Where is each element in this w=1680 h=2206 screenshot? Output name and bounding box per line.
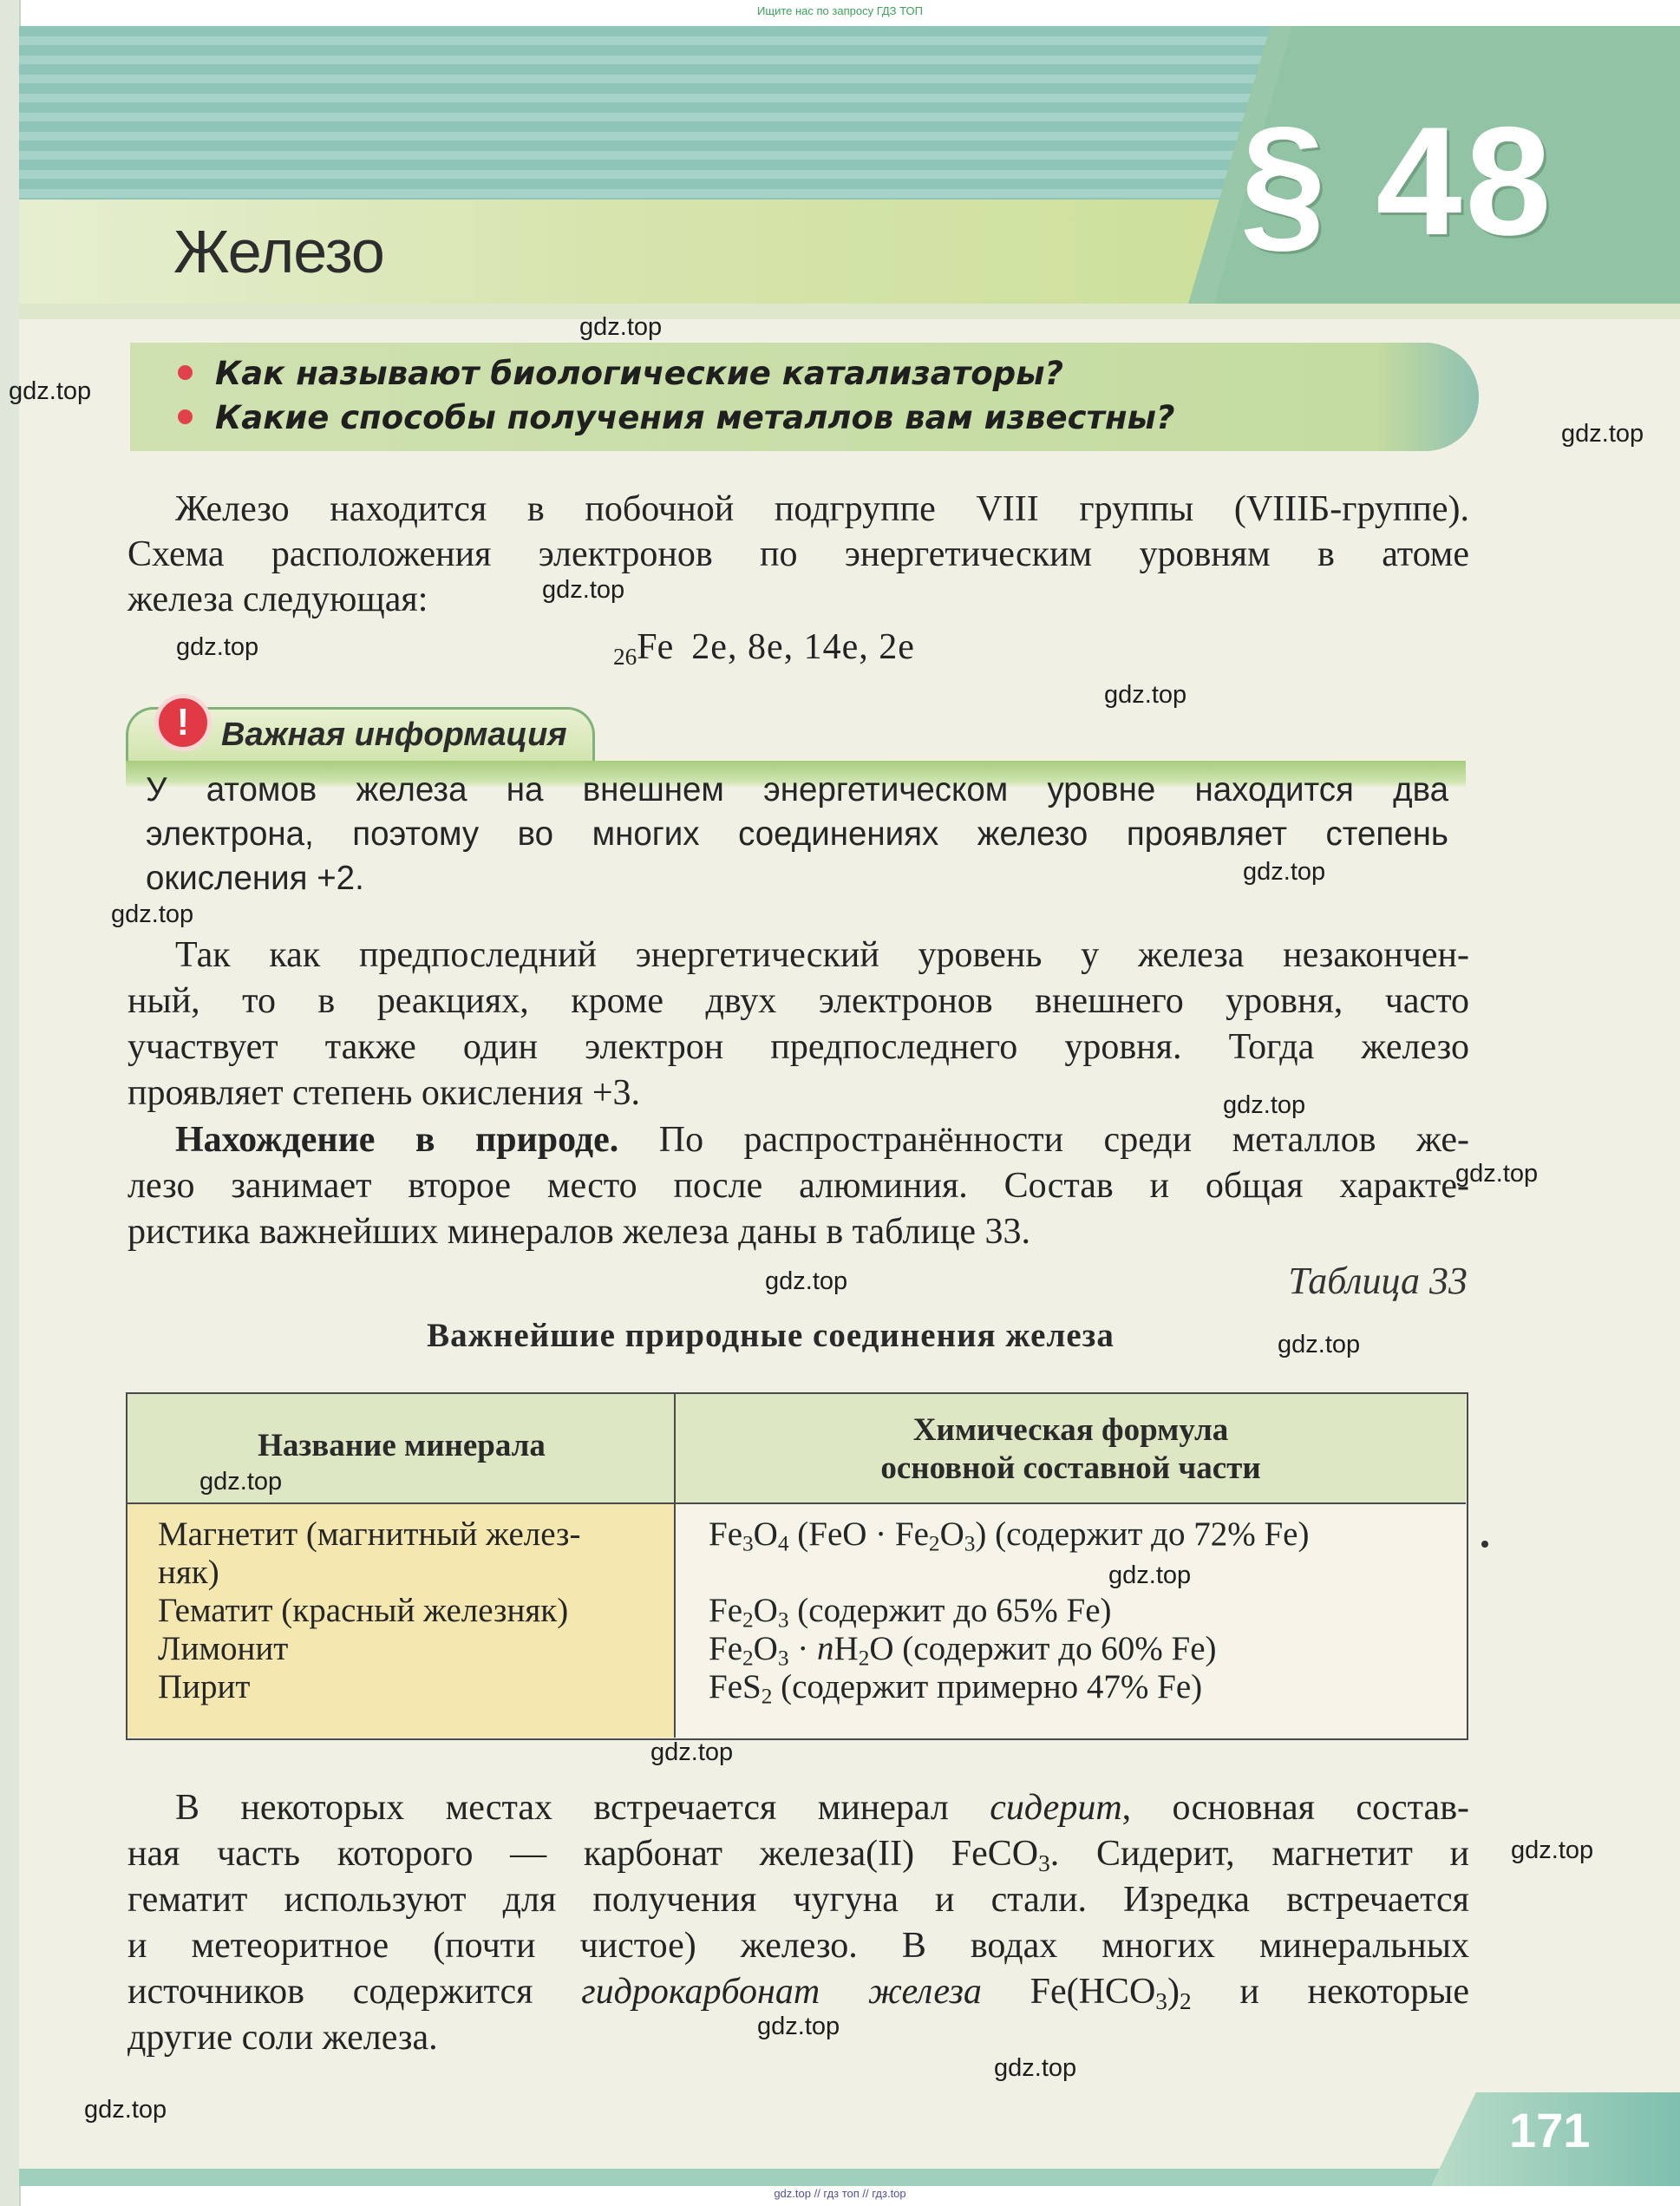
table-header-right (676, 1394, 1466, 1504)
para4-text: ная часть которого — карбонат железа(II) FeCO (127, 1834, 1039, 1874)
mineral-name: Магнетит (магнитный желез- (158, 1515, 581, 1553)
para4-text: . Сидерит, магнетит и (1049, 1834, 1469, 1874)
watermark: gdz.top (9, 377, 92, 405)
para4-line-4: и метеоритное (почти чистое) железо. В водах многих минеральных (127, 1926, 1469, 1966)
subscript: 3 (1038, 1849, 1050, 1876)
para4-text: , основная состав- (1121, 1788, 1470, 1828)
para4-text: источников содержится (127, 1972, 533, 2012)
page-number: 171 (1509, 2103, 1591, 2157)
para3-line-2: лезо занимает второе место после алюминия. Состав и общая характе- (127, 1166, 1469, 1206)
formula-note: (содержит до 60% Fe) (902, 1630, 1217, 1667)
watermark: gdz.top (1243, 858, 1326, 886)
watermark: gdz.top (84, 2096, 167, 2124)
important-title: Важная информация (221, 717, 567, 753)
top-banner[interactable]: Ищите нас по запросу ГДЗ ТОП (757, 4, 923, 17)
para4-line-1 (127, 1785, 1469, 1831)
subscript: 3 (1155, 1987, 1167, 2014)
formula-note: (содержит до 72% Fe) (995, 1515, 1310, 1553)
page-title: Железо (173, 218, 384, 285)
bullet-icon (178, 365, 193, 380)
para4-text: В некоторых местах встречается минерал (175, 1788, 949, 1828)
watermark: gdz.top (176, 633, 259, 661)
header-shade (19, 304, 1680, 319)
important-line-1: У атомов железа на внешнем энергетическом уровне находится два (146, 771, 1448, 808)
para2-line-4: проявляет степень окисления +3. (127, 1073, 641, 1113)
exclamation-icon: ! (154, 694, 212, 751)
mineral-names-cell (127, 1504, 676, 1738)
atomic-number: 26 (613, 643, 637, 670)
intro-line-2: Схема расположения электронов по энергетическим уровням в атоме (127, 534, 1469, 574)
table-caption: Таблица 33 (1288, 1260, 1468, 1302)
para3-line-1-rest: По распространённости среди металлов же- (658, 1120, 1469, 1160)
page-left-edge (0, 0, 21, 2206)
para2-line-2: ный, то в реакциях, кроме двух электронов внешнего уровня, часто (127, 981, 1469, 1021)
subscript: 2 (1179, 1987, 1192, 2014)
formula-magnetite: $Fe_3O_4$ $(FeO \cdot Fe_2O_3)$ (содержит до 72% Fe) (709, 1515, 1310, 1556)
formula-hematite: $Fe_2O_3$ (содержит до 65% Fe) (709, 1592, 1112, 1633)
electron-scheme (613, 625, 915, 670)
watermark: gdz.top (994, 2054, 1077, 2082)
intro-line-1: Железо находится в побочной подгруппе VIII группы (VIIIБ-группе). (175, 489, 1469, 529)
electron-levels: 2e, 8e, 14e, 2e (691, 627, 915, 667)
header-formula-1: Химическая формула (912, 1412, 1229, 1448)
para4-text: ) (1167, 1972, 1180, 2012)
mineral-name: Пирит (158, 1668, 251, 1705)
mineral-name: Лимонит (158, 1630, 289, 1667)
para3-line-1 (127, 1117, 1469, 1163)
watermark: gdz.top (765, 1267, 848, 1295)
watermark: gdz.top (542, 576, 625, 604)
element-symbol: Fe (637, 627, 674, 667)
header-mineral-name: Название минерала (258, 1428, 546, 1463)
para4-line-2 (127, 1831, 1469, 1877)
important-line-2: электрона, поэтому во многих соединениях железо проявляет степень (146, 815, 1448, 853)
section-number: § 48 (1240, 95, 1555, 267)
term-siderite: сидерит (990, 1788, 1122, 1828)
term-hydrocarbonate: гидрокарбонат железа (581, 1972, 982, 2012)
watermark: gdz.top (1561, 420, 1644, 448)
watermark: gdz.top (111, 900, 194, 928)
watermark: gdz.top (1511, 1836, 1594, 1864)
para3-line-3: ристика важнейших минералов железа даны в таблице 33. (127, 1212, 1031, 1252)
bottom-banner[interactable]: gdz.top // гдз топ // гдз.top (774, 2187, 906, 2200)
watermark: gdz.top (1108, 1561, 1192, 1589)
mineral-name: Гематит (красный железняк) (158, 1592, 569, 1629)
para4-text: и некоторые (1239, 1972, 1470, 2012)
watermark: gdz.top (1223, 1091, 1306, 1119)
formula-pyrite: FeS$_2$ (содержит примерно 47% Fe) (709, 1668, 1203, 1709)
margin-dot (1481, 1541, 1488, 1548)
formula-limonite: $Fe_2O_3 \cdot nH_2O$ (содержит до 60% Fe) (709, 1630, 1217, 1671)
para4-text: Fe(HCO (1030, 1972, 1156, 2012)
watermark: gdz.top (650, 1738, 734, 1766)
para2-line-1: Так как предпоследний энергетический уровень у железа незакончен- (175, 935, 1469, 975)
bottom-bar (19, 2169, 1680, 2186)
para2-line-3: участвует также один электрон предпоследнего уровня. Тогда железо (127, 1027, 1469, 1067)
mineral-name: няк) (158, 1554, 219, 1591)
formulas-cell (676, 1504, 1466, 1738)
watermark: gdz.top (1104, 681, 1187, 709)
important-line-3: окисления +2. (146, 860, 364, 897)
intro-line-3: железа следующая: (127, 579, 428, 619)
watermark: gdz.top (579, 313, 663, 341)
para4-line-6: другие соли железа. (127, 2018, 438, 2058)
formula-note: (содержит до 65% Fe) (797, 1592, 1112, 1629)
para4-line-3: гематит используют для получения чугуна и стали. Изредка встречается (127, 1880, 1469, 1920)
minerals-table (126, 1392, 1468, 1740)
question-1: Как называют биологические катализаторы? (215, 355, 1064, 392)
bullet-icon (178, 409, 193, 424)
table-title: Важнейшие природные соединения железа (427, 1317, 1115, 1354)
para3-heading: Нахождение в природе. (175, 1120, 619, 1160)
para4-line-5 (127, 1969, 1469, 2015)
watermark: gdz.top (199, 1468, 283, 1496)
watermark: gdz.top (1278, 1331, 1361, 1358)
formula-note: (содержит примерно 47% Fe) (781, 1668, 1203, 1705)
watermark: gdz.top (757, 2013, 840, 2040)
question-2: Какие способы получения металлов вам известны? (215, 399, 1175, 436)
header-formula-2: основной составной части (880, 1450, 1261, 1486)
watermark: gdz.top (1455, 1160, 1539, 1188)
